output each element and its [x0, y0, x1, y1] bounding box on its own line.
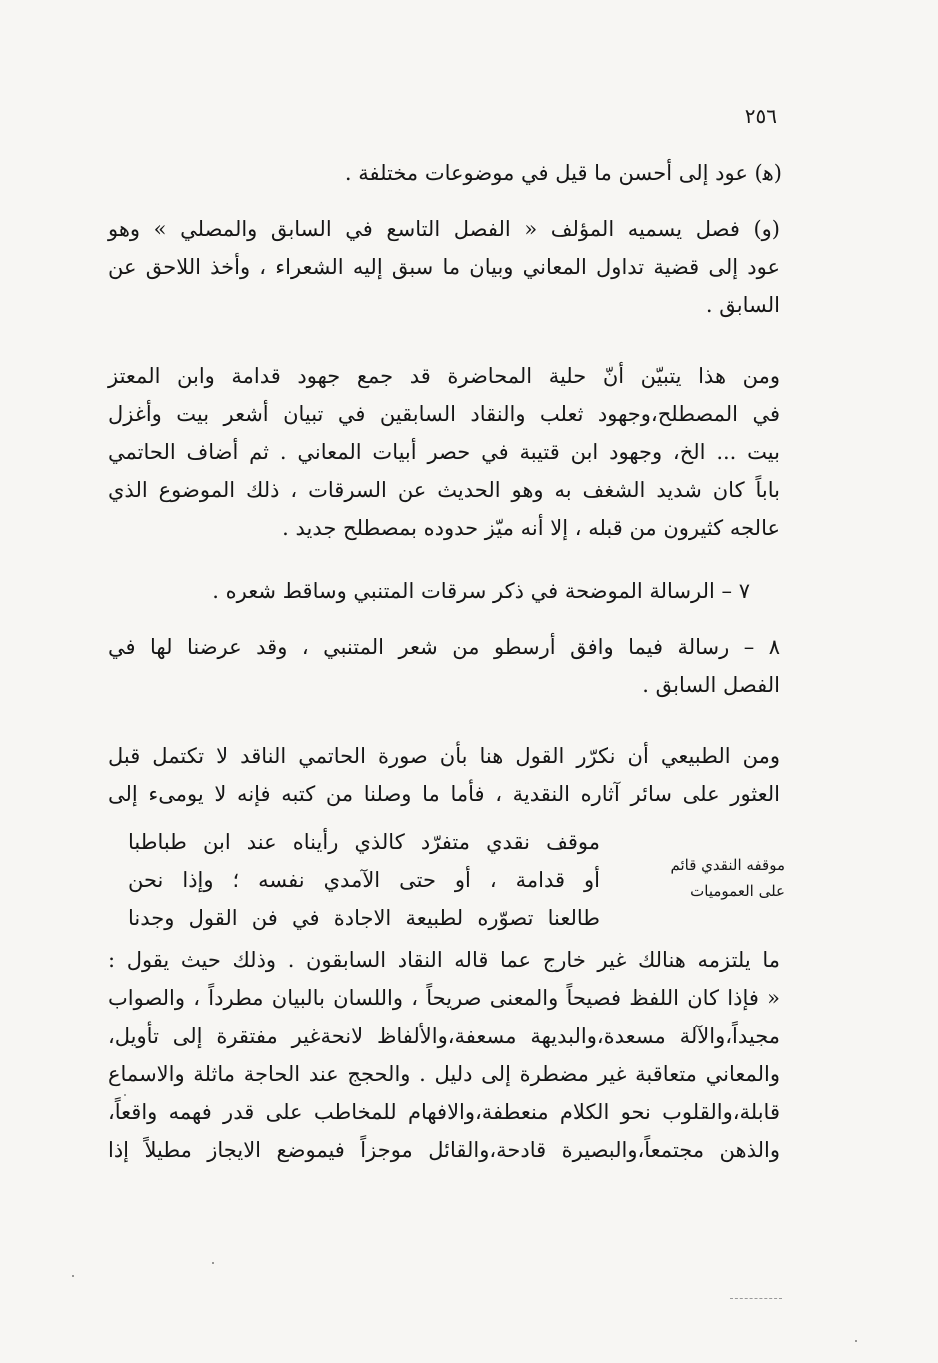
- list-item-w-line-1: (و) فصل يسميه المؤلف « الفصل التاسع في السابق والمصلي » وهو: [108, 217, 780, 241]
- paragraph-2-line-7: « فإذا كان اللفظ فصيحاً والمعنى صريحاً ، واللسان بالبيان مطرداً ، والصواب: [108, 986, 780, 1010]
- scan-smudge: [730, 1298, 782, 1299]
- numbered-item-8-line-2: الفصل السابق .: [642, 673, 780, 697]
- paragraph-2-line-1: ومن الطبيعي أن نكرّر القول هنا بأن صورة الحاتمي الناقد لا تكتمل قبل: [108, 744, 780, 768]
- numbered-item-8-line-1: ٨ – رسالة فيما وافق أرسطو من شعر المتنبي ، وقد عرضنا لها في: [108, 635, 780, 659]
- paragraph-1-line-3: بيت ... الخ، وجهود ابن قتيبة في حصر أبيات المعاني . ثم أضاف الحاتمي: [108, 440, 780, 464]
- paragraph-1-line-4: باباً كان شديد الشغف به وهو الحديث عن السرقات ، ذلك الموضوع الذي: [108, 478, 780, 502]
- paragraph-2-line-10: قابلة،والقلوب نحو الكلام منعطفة،والافهام للمخاطب على قدر فهمه واقعاً،: [108, 1100, 780, 1124]
- scan-speck: [855, 1340, 857, 1342]
- paragraph-2-line-8: مجيداً،والآلة مسعدة،والبديهة مسعفة،والألفاظ لانحةغير مفتقرة إلى تأويل،: [108, 1024, 780, 1048]
- paragraph-2-line-9: والمعاني متعاقبة غير مضطرة إلى دليل . والحجج عند الحاجة ماثلة والاسماع: [108, 1062, 780, 1086]
- list-item-w-line-2: عود إلى قضية تداول المعاني وبيان ما سبق إليه الشعراء ، وأخذ اللاحق عن: [108, 255, 780, 279]
- scan-speck: [212, 1262, 214, 1264]
- scan-speck: [124, 1094, 126, 1096]
- scan-speck: [72, 1275, 74, 1277]
- paragraph-2-line-4: أو قدامة ، أو حتى الآمدي نفسه ؛ وإذا نحن: [128, 868, 600, 892]
- page-number: ٢٥٦: [744, 104, 777, 128]
- paragraph-2-line-5: طالعنا تصوّره لطبيعة الاجادة في فن القول وجدنا: [128, 906, 600, 930]
- paragraph-2-line-11: والذهن مجتمعاً،والبصيرة قادحة،والقائل موجزاً فيموضع الايجاز مطيلاً إذا: [108, 1138, 780, 1162]
- paragraph-2-line-3: موقف نقدي متفرّد كالذي رأيناه عند ابن طباطبا: [128, 830, 600, 854]
- margin-note: [640, 852, 785, 904]
- margin-note-line-2: على العموميات: [690, 882, 785, 900]
- list-item-h: (ﻫ) عود إلى أحسن ما قيل في موضوعات مختلفة .: [344, 161, 782, 185]
- paragraph-2-line-6: ما يلتزمه هنالك غير خارج عما قاله النقاد السابقون . وذلك حيث يقول :: [108, 948, 780, 972]
- paragraph-1-line-2: في المصطلح،وجهود ثعلب والنقاد السابقين في تبيان أشعر بيت وأغزل: [108, 402, 780, 426]
- paragraph-1-line-1: ومن هذا يتبيّن أنّ حلية المحاضرة قد جمع جهود قدامة وابن المعتز: [108, 364, 780, 388]
- numbered-item-7: ٧ – الرسالة الموضحة في ذكر سرقات المتنبي وساقط شعره .: [212, 579, 750, 603]
- paragraph-1-line-5: عالجه كثيرون من قبله ، إلا أنه ميّز حدوده بمصطلح جديد .: [282, 516, 780, 540]
- margin-note-line-1: موقفه النقدي قائم: [670, 856, 785, 874]
- list-item-w-line-3: السابق .: [705, 293, 780, 317]
- paragraph-2-line-2: العثور على سائر آثاره النقدية ، فأما ما وصلنا من كتبه فإنه لا يومىء إلى: [108, 782, 780, 806]
